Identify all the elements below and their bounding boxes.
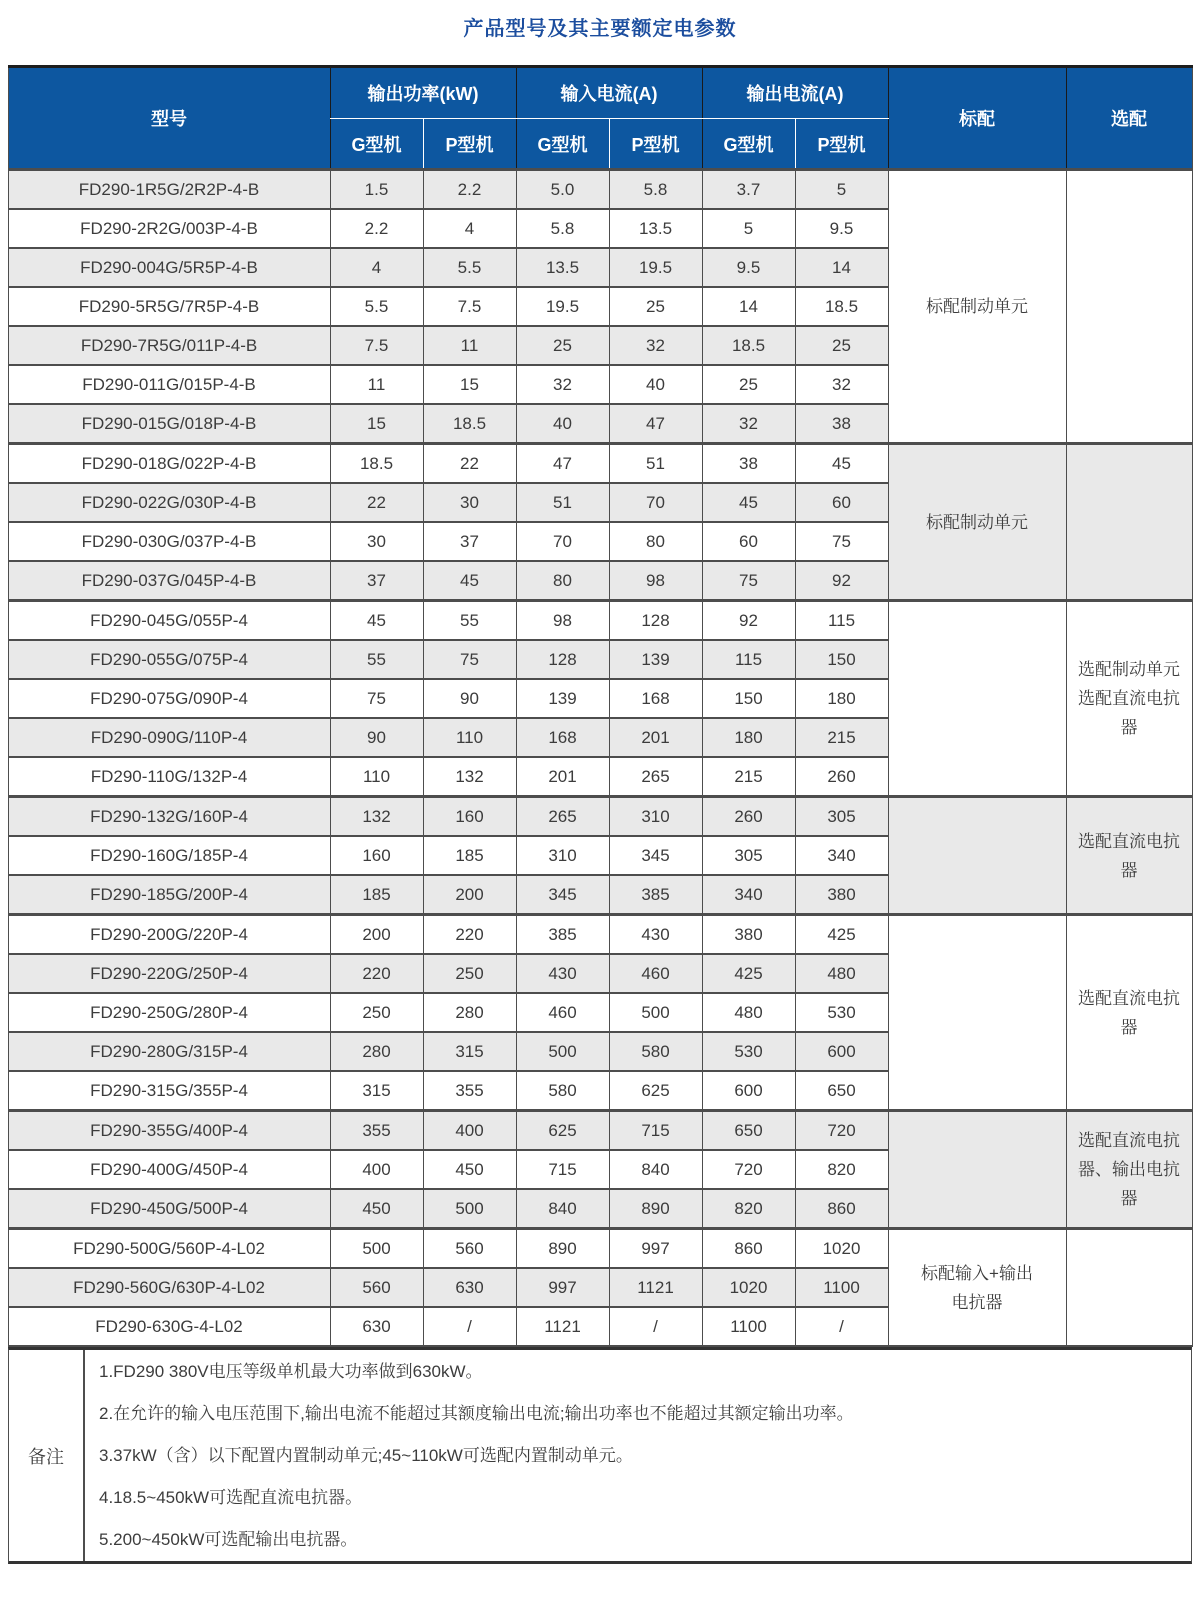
model-cell: FD290-185G/200P-4 <box>8 875 330 915</box>
value-cell: 128 <box>516 640 609 679</box>
value-cell: 92 <box>702 601 795 641</box>
model-cell: FD290-355G/400P-4 <box>8 1111 330 1151</box>
model-cell: FD290-045G/055P-4 <box>8 601 330 641</box>
value-cell: 45 <box>423 561 516 601</box>
value-cell: 340 <box>702 875 795 915</box>
value-cell: 1100 <box>795 1268 888 1307</box>
std-config-cell <box>888 1111 1066 1229</box>
value-cell: 201 <box>609 718 702 757</box>
value-cell: 260 <box>795 757 888 797</box>
value-cell: 425 <box>702 954 795 993</box>
std-config-cell <box>888 601 1066 797</box>
subheader-p-type: P型机 <box>795 119 888 170</box>
header-group-row <box>8 67 1192 119</box>
value-cell: 55 <box>423 601 516 641</box>
value-cell: 5 <box>702 209 795 248</box>
value-cell: 32 <box>702 404 795 444</box>
std-config-cell <box>888 797 1066 915</box>
value-cell: 15 <box>330 404 423 444</box>
config-text: 选配制动单元 <box>1078 660 1180 679</box>
value-cell: 720 <box>795 1111 888 1151</box>
subheader-g-type: G型机 <box>702 119 795 170</box>
opt-config-cell <box>1066 797 1192 915</box>
value-cell: 32 <box>609 326 702 365</box>
std-config-cell <box>888 444 1066 601</box>
value-cell: 215 <box>702 757 795 797</box>
value-cell: 220 <box>330 954 423 993</box>
value-cell: 5.5 <box>423 248 516 287</box>
table-row <box>8 1111 1192 1151</box>
value-cell: 115 <box>795 601 888 641</box>
model-cell: FD290-018G/022P-4-B <box>8 444 330 484</box>
value-cell: 60 <box>702 522 795 561</box>
model-cell: FD290-630G-4-L02 <box>8 1307 330 1346</box>
note-line: 2.在允许的输入电压范围下,输出电流不能超过其额度输出电流;输出功率也不能超过其额定输出功率。 <box>99 1403 854 1423</box>
value-cell: 625 <box>516 1111 609 1151</box>
value-cell: 185 <box>423 836 516 875</box>
value-cell: 820 <box>795 1150 888 1189</box>
value-cell: 2.2 <box>330 209 423 248</box>
value-cell: 1020 <box>702 1268 795 1307</box>
value-cell: 168 <box>609 679 702 718</box>
value-cell: 150 <box>795 640 888 679</box>
opt-config-cell <box>1066 444 1192 601</box>
value-cell: 128 <box>609 601 702 641</box>
value-cell: 265 <box>609 757 702 797</box>
model-cell: FD290-400G/450P-4 <box>8 1150 330 1189</box>
value-cell: 425 <box>795 915 888 955</box>
value-cell: 4 <box>330 248 423 287</box>
model-cell: FD290-250G/280P-4 <box>8 993 330 1032</box>
value-cell: 625 <box>609 1071 702 1111</box>
column-header-output-power: 输出功率(kW) <box>330 67 516 119</box>
value-cell: 25 <box>795 326 888 365</box>
config-text: 选配直流电抗器 <box>1078 988 1180 1037</box>
table-row <box>8 1229 1192 1269</box>
std-config-cell <box>888 915 1066 1111</box>
model-cell: FD290-022G/030P-4-B <box>8 483 330 522</box>
value-cell: 7.5 <box>423 287 516 326</box>
std-config-cell <box>888 170 1066 444</box>
note-line: 1.FD290 380V电压等级单机最大功率做到630kW。 <box>99 1361 483 1381</box>
value-cell: 75 <box>330 679 423 718</box>
value-cell: 200 <box>423 875 516 915</box>
table-body <box>8 170 1192 1347</box>
value-cell: 380 <box>702 915 795 955</box>
model-cell: FD290-160G/185P-4 <box>8 836 330 875</box>
value-cell: 355 <box>423 1071 516 1111</box>
value-cell: 720 <box>702 1150 795 1189</box>
value-cell: 480 <box>795 954 888 993</box>
value-cell: 1020 <box>795 1229 888 1269</box>
value-cell: 38 <box>795 404 888 444</box>
model-cell: FD290-560G/630P-4-L02 <box>8 1268 330 1307</box>
value-cell: 25 <box>516 326 609 365</box>
value-cell: 400 <box>423 1111 516 1151</box>
value-cell: 70 <box>609 483 702 522</box>
value-cell: 38 <box>702 444 795 484</box>
model-cell: FD290-055G/075P-4 <box>8 640 330 679</box>
value-cell: 355 <box>330 1111 423 1151</box>
config-text: 选配直流电抗器 <box>1078 689 1180 737</box>
model-cell: FD290-2R2G/003P-4-B <box>8 209 330 248</box>
value-cell: 40 <box>516 404 609 444</box>
value-cell: 305 <box>795 797 888 837</box>
value-cell: 51 <box>516 483 609 522</box>
value-cell: 45 <box>330 601 423 641</box>
value-cell: 37 <box>330 561 423 601</box>
value-cell: 11 <box>330 365 423 404</box>
value-cell: 160 <box>330 836 423 875</box>
subheader-p-type: P型机 <box>609 119 702 170</box>
value-cell: 450 <box>423 1150 516 1189</box>
value-cell: 25 <box>702 365 795 404</box>
value-cell: 220 <box>423 915 516 955</box>
column-header-output-current: 输出电流(A) <box>702 67 888 119</box>
value-cell: 30 <box>330 522 423 561</box>
value-cell: 5.5 <box>330 287 423 326</box>
value-cell: 18.5 <box>423 404 516 444</box>
value-cell: 1.5 <box>330 170 423 210</box>
value-cell: 890 <box>516 1229 609 1269</box>
table-row <box>8 170 1192 210</box>
value-cell: 55 <box>330 640 423 679</box>
value-cell: 201 <box>516 757 609 797</box>
value-cell: 1100 <box>702 1307 795 1346</box>
value-cell: 7.5 <box>330 326 423 365</box>
value-cell: 22 <box>330 483 423 522</box>
value-cell: 560 <box>423 1229 516 1269</box>
subheader-p-type: P型机 <box>423 119 516 170</box>
value-cell: 13.5 <box>516 248 609 287</box>
value-cell: 5 <box>795 170 888 210</box>
value-cell: 345 <box>516 875 609 915</box>
model-cell: FD290-315G/355P-4 <box>8 1071 330 1111</box>
value-cell: 14 <box>795 248 888 287</box>
column-header-standard-config: 标配 <box>888 67 1066 170</box>
notes-body <box>85 1350 1191 1561</box>
value-cell: 580 <box>516 1071 609 1111</box>
value-cell: 310 <box>516 836 609 875</box>
value-cell: 4 <box>423 209 516 248</box>
value-cell: 580 <box>609 1032 702 1071</box>
model-cell: FD290-7R5G/011P-4-B <box>8 326 330 365</box>
value-cell: 51 <box>609 444 702 484</box>
table-row <box>8 444 1192 484</box>
note-line: 5.200~450kW可选配输出电抗器。 <box>99 1529 358 1549</box>
value-cell: 715 <box>516 1150 609 1189</box>
opt-config-cell <box>1066 1229 1192 1347</box>
model-cell: FD290-500G/560P-4-L02 <box>8 1229 330 1269</box>
value-cell: 25 <box>609 287 702 326</box>
value-cell: 13.5 <box>609 209 702 248</box>
value-cell: 11 <box>423 326 516 365</box>
value-cell: 19.5 <box>609 248 702 287</box>
value-cell: 80 <box>609 522 702 561</box>
value-cell: 9.5 <box>702 248 795 287</box>
value-cell: 2.2 <box>423 170 516 210</box>
value-cell: 98 <box>609 561 702 601</box>
value-cell: 997 <box>516 1268 609 1307</box>
model-cell: FD290-5R5G/7R5P-4-B <box>8 287 330 326</box>
value-cell: 385 <box>609 875 702 915</box>
value-cell: 15 <box>423 365 516 404</box>
value-cell: 32 <box>795 365 888 404</box>
value-cell: 400 <box>330 1150 423 1189</box>
value-cell: 997 <box>609 1229 702 1269</box>
value-cell: 18.5 <box>702 326 795 365</box>
value-cell: 185 <box>330 875 423 915</box>
value-cell: 150 <box>702 679 795 718</box>
value-cell: 200 <box>330 915 423 955</box>
value-cell: 47 <box>516 444 609 484</box>
value-cell: 98 <box>516 601 609 641</box>
value-cell: 180 <box>702 718 795 757</box>
table-row <box>8 601 1192 641</box>
notes-label: 备注 <box>9 1350 85 1561</box>
value-cell: 132 <box>423 757 516 797</box>
value-cell: 115 <box>702 640 795 679</box>
column-header-input-current: 输入电流(A) <box>516 67 702 119</box>
model-cell: FD290-090G/110P-4 <box>8 718 330 757</box>
table-row <box>8 797 1192 837</box>
value-cell: 110 <box>330 757 423 797</box>
value-cell: 1121 <box>609 1268 702 1307</box>
value-cell: 280 <box>423 993 516 1032</box>
value-cell: 3.7 <box>702 170 795 210</box>
value-cell: 860 <box>702 1229 795 1269</box>
value-cell: 280 <box>330 1032 423 1071</box>
value-cell: 90 <box>423 679 516 718</box>
value-cell: 180 <box>795 679 888 718</box>
value-cell: 215 <box>795 718 888 757</box>
value-cell: / <box>423 1307 516 1346</box>
value-cell: 840 <box>516 1189 609 1229</box>
value-cell: 139 <box>516 679 609 718</box>
value-cell: 310 <box>609 797 702 837</box>
subheader-g-type: G型机 <box>330 119 423 170</box>
value-cell: 265 <box>516 797 609 837</box>
value-cell: 630 <box>423 1268 516 1307</box>
value-cell: 168 <box>516 718 609 757</box>
table-row <box>8 915 1192 955</box>
value-cell: 500 <box>609 993 702 1032</box>
value-cell: 5.8 <box>609 170 702 210</box>
value-cell: 820 <box>702 1189 795 1229</box>
value-cell: 530 <box>795 993 888 1032</box>
column-header-model: 型号 <box>8 67 330 170</box>
config-text: 标配输入+输出电抗器 <box>921 1263 1033 1312</box>
value-cell: 840 <box>609 1150 702 1189</box>
value-cell: 45 <box>795 444 888 484</box>
model-cell: FD290-110G/132P-4 <box>8 757 330 797</box>
model-cell: FD290-011G/015P-4-B <box>8 365 330 404</box>
opt-config-cell <box>1066 601 1192 797</box>
value-cell: / <box>795 1307 888 1346</box>
model-cell: FD290-200G/220P-4 <box>8 915 330 955</box>
value-cell: 500 <box>516 1032 609 1071</box>
model-cell: FD290-037G/045P-4-B <box>8 561 330 601</box>
value-cell: 9.5 <box>795 209 888 248</box>
page-title: 产品型号及其主要额定电参数 <box>463 18 737 40</box>
config-text: 标配制动单元 <box>926 297 1028 316</box>
subheader-g-type: G型机 <box>516 119 609 170</box>
value-cell: 250 <box>330 993 423 1032</box>
model-cell: FD290-030G/037P-4-B <box>8 522 330 561</box>
config-text: 选配直流电抗器 <box>1078 831 1180 880</box>
value-cell: 14 <box>702 287 795 326</box>
value-cell: 380 <box>795 875 888 915</box>
value-cell: 30 <box>423 483 516 522</box>
table-header <box>8 67 1192 170</box>
value-cell: 600 <box>795 1032 888 1071</box>
opt-config-cell <box>1066 915 1192 1111</box>
value-cell: 650 <box>702 1111 795 1151</box>
value-cell: 340 <box>795 836 888 875</box>
value-cell: 40 <box>609 365 702 404</box>
value-cell: 860 <box>795 1189 888 1229</box>
std-config-cell <box>888 1229 1066 1347</box>
value-cell: 460 <box>609 954 702 993</box>
model-cell: FD290-450G/500P-4 <box>8 1189 330 1229</box>
note-line: 4.18.5~450kW可选配直流电抗器。 <box>99 1487 363 1507</box>
value-cell: 480 <box>702 993 795 1032</box>
value-cell: 70 <box>516 522 609 561</box>
value-cell: 18.5 <box>330 444 423 484</box>
value-cell: 500 <box>330 1229 423 1269</box>
value-cell: 19.5 <box>516 287 609 326</box>
model-cell: FD290-132G/160P-4 <box>8 797 330 837</box>
note-line: 3.37kW（含）以下配置内置制动单元;45~110kW可选配内置制动单元。 <box>99 1445 633 1465</box>
value-cell: 60 <box>795 483 888 522</box>
value-cell: 110 <box>423 718 516 757</box>
value-cell: 305 <box>702 836 795 875</box>
value-cell: 47 <box>609 404 702 444</box>
value-cell: 500 <box>423 1189 516 1229</box>
value-cell: 80 <box>516 561 609 601</box>
value-cell: 132 <box>330 797 423 837</box>
value-cell: / <box>609 1307 702 1346</box>
value-cell: 450 <box>330 1189 423 1229</box>
model-cell: FD290-220G/250P-4 <box>8 954 330 993</box>
config-text: 标配制动单元 <box>926 512 1028 532</box>
value-cell: 890 <box>609 1189 702 1229</box>
model-cell: FD290-004G/5R5P-4-B <box>8 248 330 287</box>
opt-config-cell <box>1066 1111 1192 1229</box>
value-cell: 315 <box>423 1032 516 1071</box>
value-cell: 92 <box>795 561 888 601</box>
value-cell: 250 <box>423 954 516 993</box>
value-cell: 600 <box>702 1071 795 1111</box>
value-cell: 530 <box>702 1032 795 1071</box>
value-cell: 5.8 <box>516 209 609 248</box>
value-cell: 75 <box>702 561 795 601</box>
value-cell: 75 <box>795 522 888 561</box>
value-cell: 430 <box>609 915 702 955</box>
value-cell: 385 <box>516 915 609 955</box>
value-cell: 5.0 <box>516 170 609 210</box>
model-cell: FD290-280G/315P-4 <box>8 1032 330 1071</box>
value-cell: 260 <box>702 797 795 837</box>
value-cell: 650 <box>795 1071 888 1111</box>
value-cell: 32 <box>516 365 609 404</box>
value-cell: 460 <box>516 993 609 1032</box>
spec-table <box>8 65 1193 1347</box>
model-cell: FD290-075G/090P-4 <box>8 679 330 718</box>
column-header-optional-config: 选配 <box>1066 67 1192 170</box>
value-cell: 560 <box>330 1268 423 1307</box>
model-cell: FD290-015G/018P-4-B <box>8 404 330 444</box>
notes-section <box>8 1347 1192 1564</box>
value-cell: 18.5 <box>795 287 888 326</box>
config-text: 选配直流电抗器、输出电抗器 <box>1078 1131 1180 1208</box>
value-cell: 345 <box>609 836 702 875</box>
value-cell: 160 <box>423 797 516 837</box>
value-cell: 45 <box>702 483 795 522</box>
value-cell: 75 <box>423 640 516 679</box>
value-cell: 37 <box>423 522 516 561</box>
opt-config-cell <box>1066 170 1192 444</box>
value-cell: 430 <box>516 954 609 993</box>
value-cell: 90 <box>330 718 423 757</box>
value-cell: 139 <box>609 640 702 679</box>
model-cell: FD290-1R5G/2R2P-4-B <box>8 170 330 210</box>
value-cell: 22 <box>423 444 516 484</box>
value-cell: 715 <box>609 1111 702 1151</box>
value-cell: 630 <box>330 1307 423 1346</box>
value-cell: 315 <box>330 1071 423 1111</box>
value-cell: 1121 <box>516 1307 609 1346</box>
